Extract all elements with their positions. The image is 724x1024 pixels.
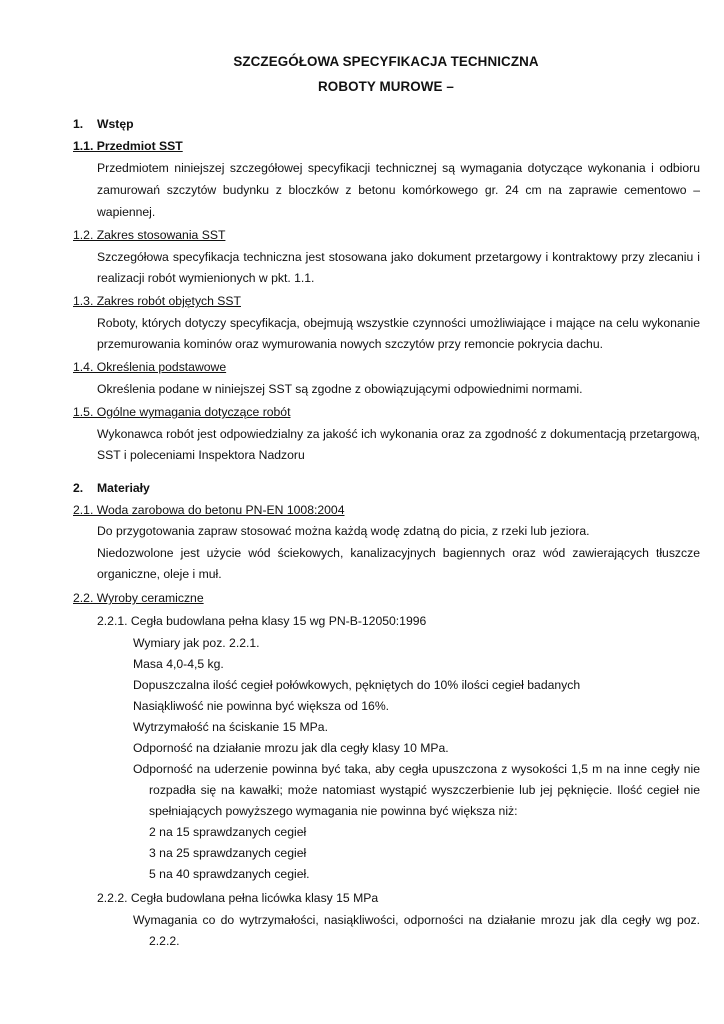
- spec-line: Dopuszczalna ilość cegieł połówkowych, pękniętych do 10% ilości cegieł badanych: [133, 678, 581, 692]
- paragraph-line: Wykonawca robót jest odpowiedzialny za jakość ich wykonania oraz za zgodność z dokumentacją przetargową,: [97, 427, 700, 441]
- section-1-number: 1.: [73, 117, 84, 131]
- spec-line: spełniających powyższego wymagania nie powinna być większa niż:: [149, 804, 518, 818]
- spec-line: Wytrzymałość na ściskanie 15 MPa.: [133, 720, 328, 734]
- subsection-1-5-heading: 1.5. Ogólne wymagania dotyczące robót: [73, 405, 291, 419]
- spec-line: Wymagania co do wytrzymałości, nasiąkliwości, odporności na działanie mrozu jak dla cegły wg poz.: [133, 913, 700, 927]
- paragraph-line: Przedmiotem niniejszej szczegółowej specyfikacji technicznej są wymagania dotyczące wykonania i odbioru: [97, 161, 700, 175]
- spec-line: 3 na 25 sprawdzanych cegieł: [149, 846, 307, 860]
- paragraph-line: Niedozwolone jest użycie wód ściekowych, kanalizacyjnych bagiennych oraz wód zawierających tłuszcze: [97, 546, 700, 560]
- subsection-1-2-heading: 1.2. Zakres stosowania SST: [73, 228, 226, 242]
- paragraph-line: Szczegółowa specyfikacja techniczna jest stosowana jako dokument przetargowy i kontraktowy przy zlecaniu i: [97, 250, 700, 264]
- subsection-1-3-heading: 1.3. Zakres robót objętych SST: [73, 294, 241, 308]
- subsection-1-4-heading: 1.4. Określenia podstawowe: [73, 360, 227, 374]
- section-1-heading: Wstęp: [97, 117, 134, 131]
- spec-line: Wymiary jak poz. 2.2.1.: [133, 636, 260, 650]
- subsection-2-1-heading: 2.1. Woda zarobowa do betonu PN-EN 1008:2004: [73, 503, 345, 517]
- subsection-2-2-2-heading: 2.2.2. Cegła budowlana pełna licówka klasy 15 MPa: [97, 891, 379, 905]
- section-2-number: 2.: [73, 481, 84, 495]
- paragraph-line: SST i poleceniami Inspektora Nadzoru: [97, 448, 305, 462]
- spec-line: 5 na 40 sprawdzanych cegieł.: [149, 867, 310, 881]
- paragraph-line: przemurowania kominów oraz wymurowania nowych szczytów przy remoncie pokrycia dachu.: [97, 337, 603, 351]
- paragraph-line: realizacji robót wymienionych w pkt. 1.1.: [97, 271, 315, 285]
- subsection-2-2-heading: 2.2. Wyroby ceramiczne: [73, 591, 204, 605]
- subsection-1-1-heading: 1.1. Przedmiot SST: [73, 139, 183, 153]
- paragraph-line: organiczne, oleje i muł.: [97, 567, 222, 581]
- spec-line: Odporność na działanie mrozu jak dla cegły klasy 10 MPa.: [133, 741, 449, 755]
- spec-line: 2.2.2.: [149, 934, 180, 948]
- paragraph-line: Określenia podane w niniejszej SST są zgodne z obowiązującymi odpowiednimi normami.: [97, 382, 583, 396]
- spec-line: Masa 4,0-4,5 kg.: [133, 657, 224, 671]
- spec-line: Nasiąkliwość nie powinna być większa od 16%.: [133, 699, 390, 713]
- document-subtitle: ROBOTY MUROWE –: [318, 79, 454, 94]
- spec-line: 2 na 15 sprawdzanych cegieł: [149, 825, 307, 839]
- subsection-2-2-1-heading: 2.2.1. Cegła budowlana pełna klasy 15 wg PN-B-12050:1996: [97, 614, 427, 628]
- spec-line: rozpadła się na kawałki; może natomiast wystąpić wyszczerbienie lub jej pęknięcie. Ilość cegieł nie: [149, 783, 700, 797]
- paragraph-line: Do przygotowania zapraw stosować można każdą wodę zdatną do picia, z rzeki lub jeziora.: [97, 524, 590, 538]
- paragraph-line: Roboty, których dotyczy specyfikacja, obejmują wszystkie czynności umożliwiające i mające na celu wykonanie: [97, 316, 700, 330]
- paragraph-line: wapiennej.: [97, 205, 156, 219]
- section-2-heading: Materiały: [97, 481, 150, 495]
- paragraph-line: zamurowań szczytów budynku z bloczków z betonu komórkowego gr. 24 cm na zaprawie cementowo –: [97, 183, 700, 197]
- document-title: SZCZEGÓŁOWA SPECYFIKACJA TECHNICZNA: [233, 54, 539, 69]
- spec-line: Odporność na uderzenie powinna być taka, aby cegła upuszczona z wysokości 1,5 m na inne cegły nie: [133, 762, 700, 776]
